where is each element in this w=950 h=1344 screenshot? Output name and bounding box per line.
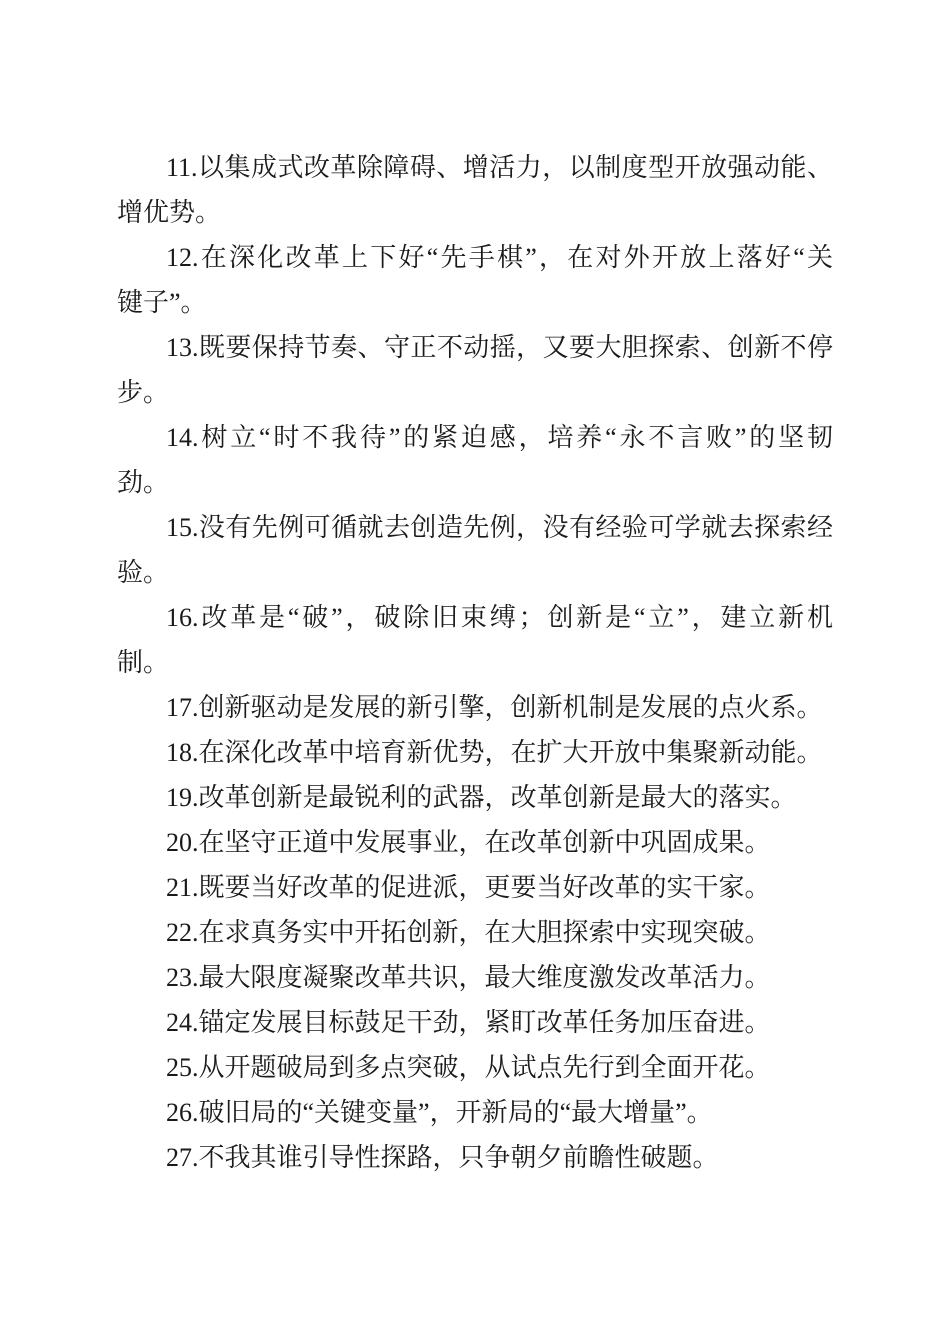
list-item-19	[117, 775, 833, 820]
list-item-27	[117, 1135, 833, 1180]
text-line: 步。	[117, 378, 170, 407]
list-item-21	[117, 865, 833, 910]
list-item-25	[117, 1045, 833, 1090]
text-line: 制。	[117, 648, 170, 677]
list-item-12	[117, 235, 833, 325]
list-item-11	[117, 145, 833, 235]
text-line: 验。	[117, 558, 170, 587]
list-item-22	[117, 910, 833, 955]
text-line: 23.最大限度凝聚改革共识，最大维度激发改革活力。	[166, 963, 771, 992]
text-line: 18.在深化改革中培育新优势，在扩大开放中集聚新动能。	[166, 738, 823, 767]
list-item-24	[117, 1000, 833, 1045]
text-line: 24.锚定发展目标鼓足干劲，紧盯改革任务加压奋进。	[166, 1008, 771, 1037]
text-line: 21.既要当好改革的促进派，更要当好改革的实干家。	[166, 873, 771, 902]
list-item-18	[117, 730, 833, 775]
text-line: 13.既要保持节奏、守正不动摇，又要大胆探索、创新不停	[166, 333, 833, 362]
text-line: 22.在求真务实中开拓创新，在大胆探索中实现突破。	[166, 918, 771, 947]
text-line: 12.在深化改革上下好“先手棋”，在对外开放上落好“关	[166, 243, 833, 272]
list-item-15	[117, 505, 833, 595]
text-line: 15.没有先例可循就去创造先例，没有经验可学就去探索经	[166, 513, 833, 542]
text-line: 11.以集成式改革除障碍、增活力，以制度型开放强动能、	[166, 153, 833, 182]
text-line: 劲。	[117, 468, 170, 497]
list-item-17	[117, 685, 833, 730]
text-line: 14.树立“时不我待”的紧迫感，培养“永不言败”的坚韧	[166, 423, 833, 452]
list-item-16	[117, 595, 833, 685]
list-item-14	[117, 415, 833, 505]
text-line: 16.改革是“破”，破除旧束缚；创新是“立”，建立新机	[166, 603, 833, 632]
numbered-list	[117, 145, 833, 1180]
text-line: 键子”。	[117, 288, 207, 317]
text-line: 26.破旧局的“关键变量”，开新局的“最大增量”。	[166, 1098, 713, 1127]
list-item-13	[117, 325, 833, 415]
text-line: 25.从开题破局到多点突破，从试点先行到全面开花。	[166, 1053, 771, 1082]
text-line: 增优势。	[117, 198, 222, 227]
list-item-23	[117, 955, 833, 1000]
list-item-26	[117, 1090, 833, 1135]
text-line: 27.不我其谁引导性探路，只争朝夕前瞻性破题。	[166, 1143, 719, 1172]
list-item-20	[117, 820, 833, 865]
text-line: 19.改革创新是最锐利的武器，改革创新是最大的落实。	[166, 783, 797, 812]
text-line: 20.在坚守正道中发展事业，在改革创新中巩固成果。	[166, 828, 771, 857]
text-line: 17.创新驱动是发展的新引擎，创新机制是发展的点火系。	[166, 693, 823, 722]
